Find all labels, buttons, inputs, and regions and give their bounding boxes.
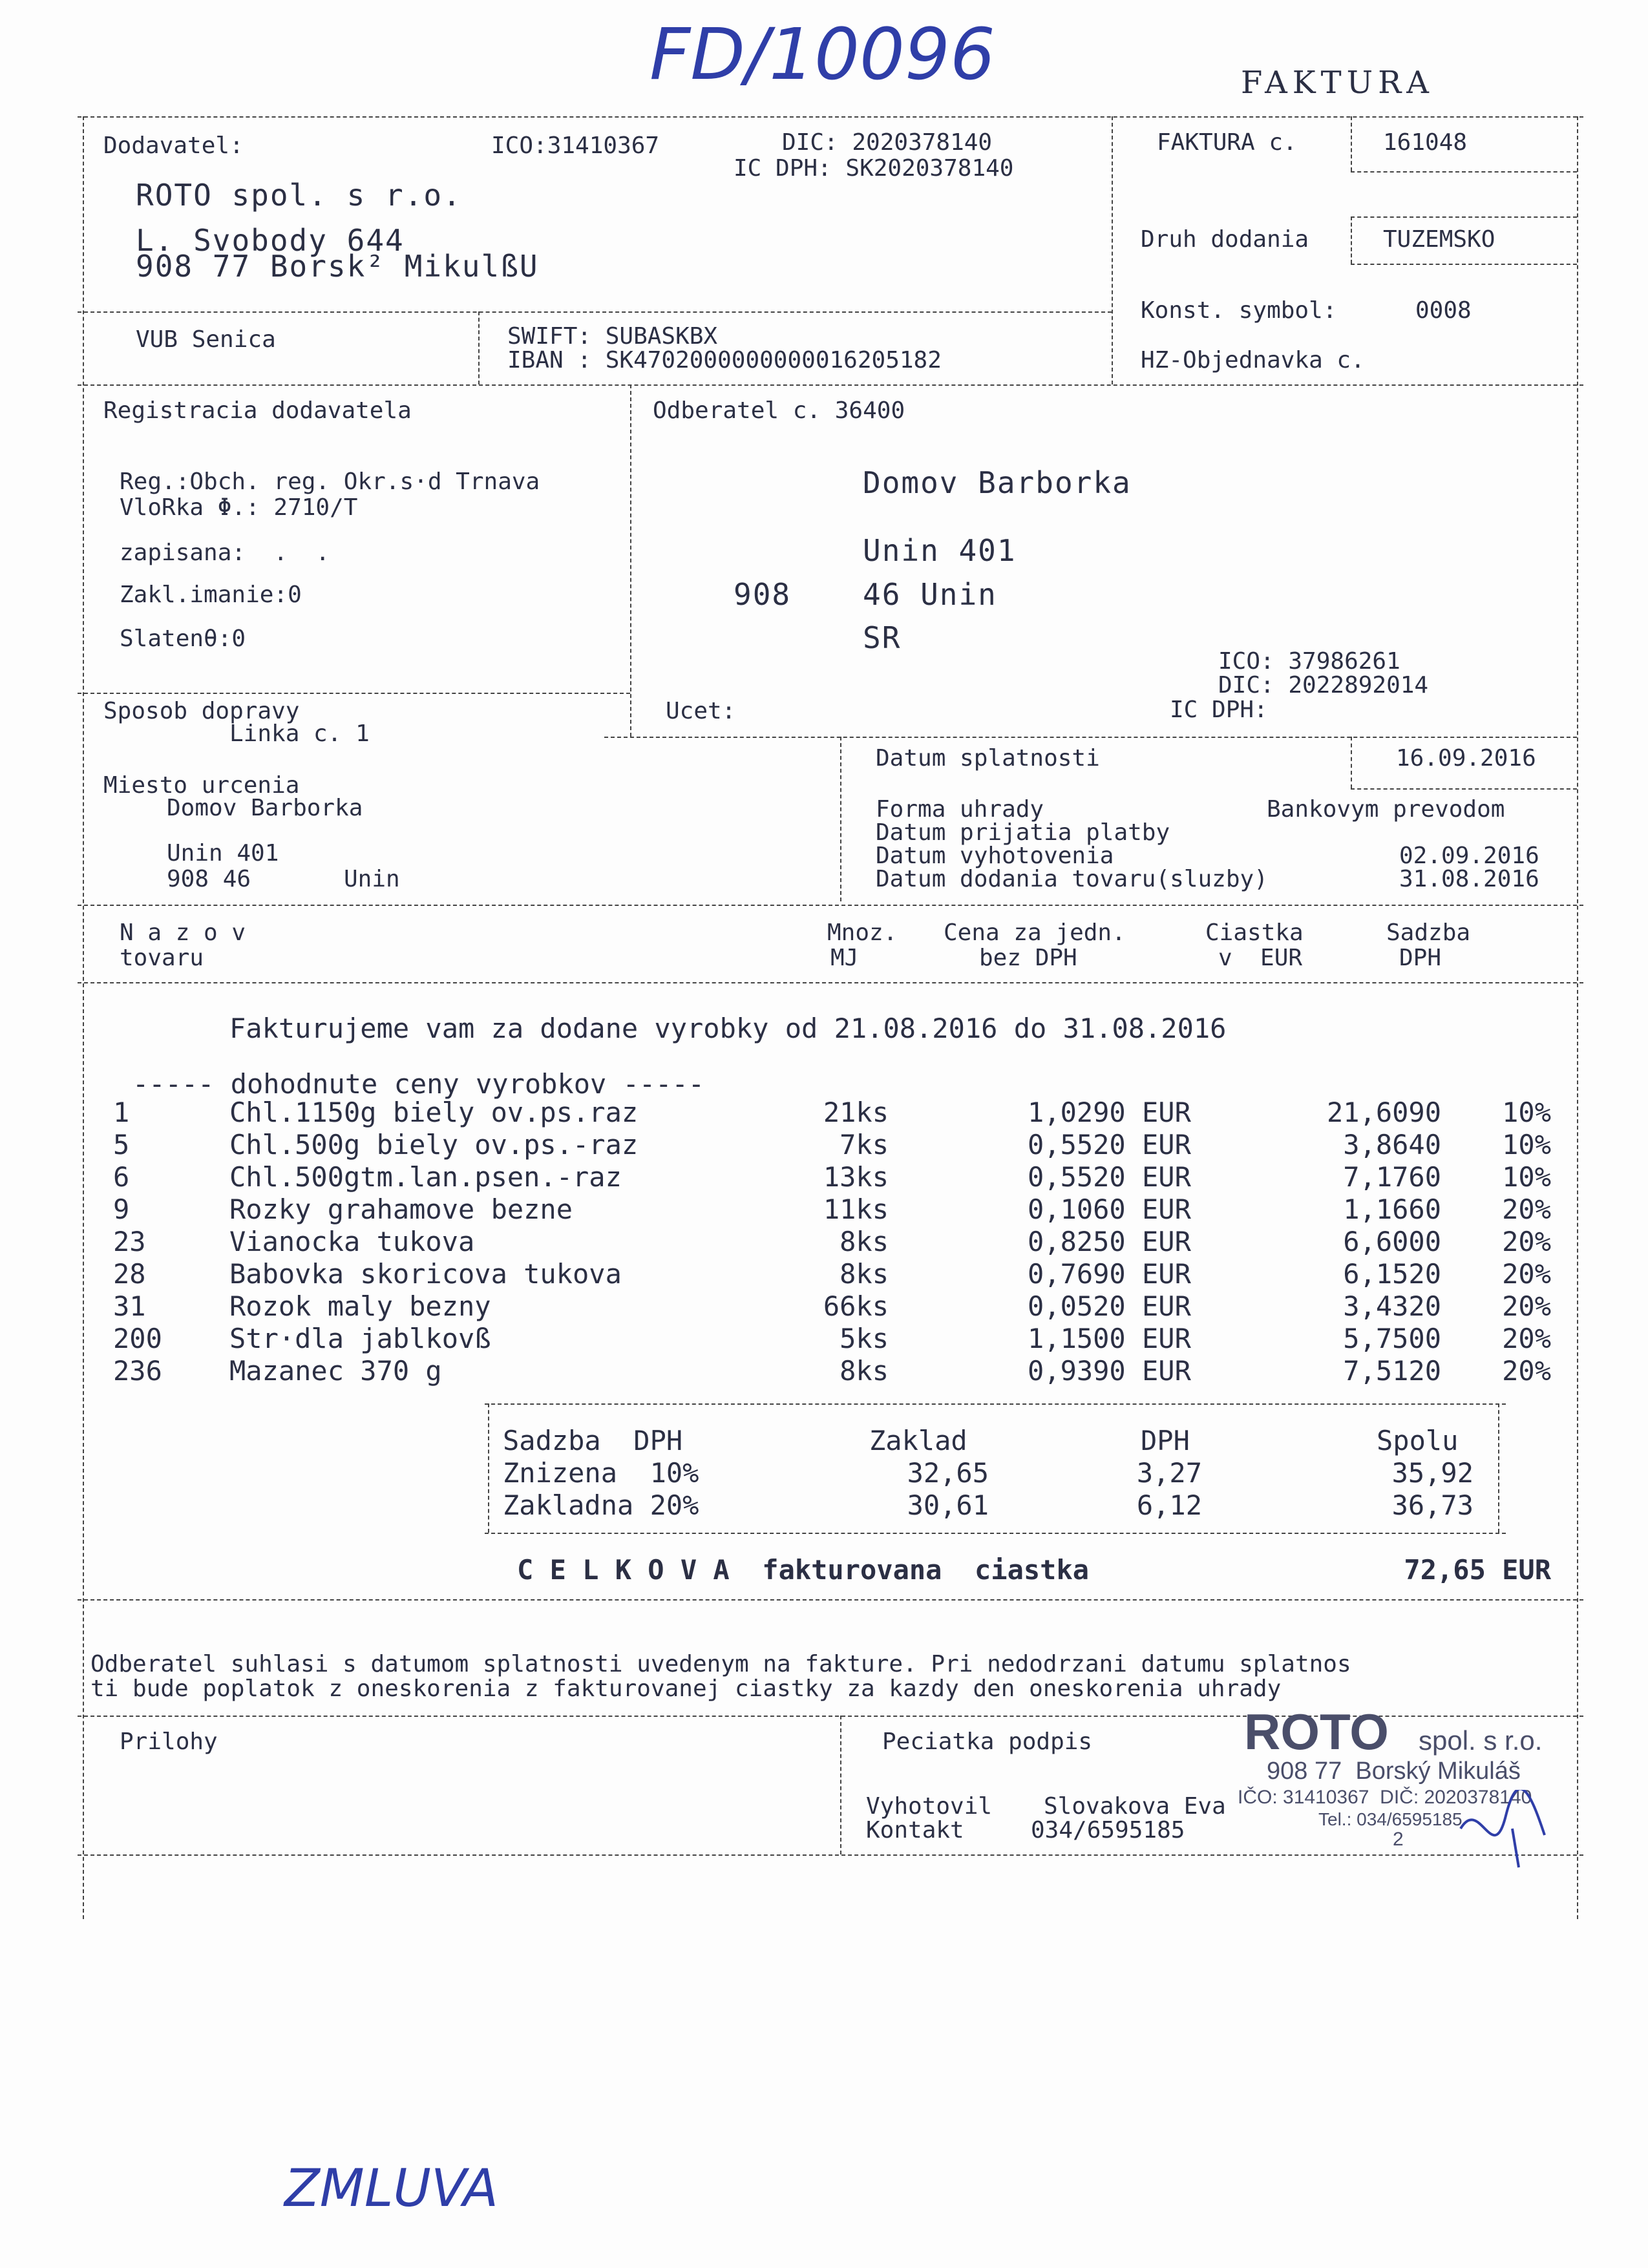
item-qty: 66ks (823, 1290, 889, 1322)
vat-row-total: 36,73 (1391, 1489, 1474, 1521)
destination-street: Unin 401 (167, 840, 279, 866)
bank-iban: IBAN : SK4702000000000016205182 (507, 347, 942, 373)
supplier-ic-dph: IC DPH: SK2020378140 (734, 155, 1014, 182)
item-code: 236 (113, 1355, 162, 1387)
notice-line1: Odberatel suhlasi s datumom splatnosti uvedenym na fakture. Pri nedodrzani datumu splatnos (90, 1651, 1351, 1677)
frame-bottom (78, 1854, 1583, 1856)
destination-name: Domov Barborka (167, 795, 363, 821)
item-code: 28 (113, 1258, 146, 1290)
item-qty: 8ks (840, 1355, 889, 1387)
column-qty-1: Mnoz. (827, 919, 898, 946)
handwritten-note-top: FD/10096 (650, 13, 995, 96)
divider-delivery-top (1351, 216, 1577, 218)
item-code: 31 (113, 1290, 146, 1322)
item-qty: 11ks (823, 1193, 889, 1225)
item-code: 23 (113, 1226, 146, 1257)
customer-street: Unin 401 (863, 533, 1017, 568)
registration-zapisana: zapisana: . . (120, 540, 330, 566)
column-qty-2: MJ (830, 945, 859, 971)
divider-vat-right (1498, 1403, 1499, 1533)
column-amount-1: Ciastka (1205, 919, 1304, 946)
item-price: 0,7690 EUR (1028, 1258, 1191, 1290)
vat-row-base: 30,61 (907, 1489, 989, 1521)
contact-label: Kontakt (866, 1817, 964, 1843)
vat-row-label: Znizena 10% (503, 1457, 699, 1489)
item-name: Babovka skoricova tukova (229, 1258, 622, 1290)
issued-date: 02.09.2016 (1399, 843, 1539, 869)
divider-invoice (1112, 116, 1113, 384)
supplier-name: ROTO spol. s r.o. (136, 178, 462, 213)
due-date: 16.09.2016 (1396, 745, 1536, 772)
divider-columns-top (78, 905, 1583, 906)
total-value: 72,65 EUR (1404, 1554, 1551, 1586)
made-by-label: Vyhotovil (866, 1793, 993, 1820)
frame-top (78, 116, 1583, 118)
invoice-number-label: FAKTURA c. (1157, 129, 1297, 156)
item-qty: 7ks (840, 1129, 889, 1160)
contact: 034/6595185 (1031, 1817, 1185, 1843)
item-amount: 7,1760 (1343, 1161, 1441, 1193)
stamp-signature-label: Peciatka podpis (882, 1728, 1093, 1755)
item-name: Vianocka tukova (229, 1226, 475, 1257)
item-price: 0,5520 EUR (1028, 1161, 1191, 1193)
item-amount: 6,1520 (1343, 1258, 1441, 1290)
divider-number-v (1351, 116, 1352, 171)
item-code: 1 (113, 1097, 130, 1128)
stamp-brand: ROTO (1244, 1703, 1389, 1760)
konst-symbol: 0008 (1415, 297, 1472, 324)
item-rate: 10% (1502, 1161, 1551, 1193)
item-amount: 5,7500 (1343, 1323, 1441, 1354)
customer-account: Ucet: (666, 698, 736, 724)
item-price: 1,1500 EUR (1028, 1323, 1191, 1354)
divider-bank-top (78, 311, 1112, 313)
divider-columns-bottom (78, 982, 1583, 983)
destination-label: Miesto urcenia (103, 772, 300, 799)
notice-line2: ti bude poplatok z oneskorenia z fakturovanej ciastky za kazdy den oneskorenia uhrady (90, 1675, 1282, 1702)
item-code: 6 (113, 1161, 130, 1193)
item-rate: 20% (1502, 1290, 1551, 1322)
item-amount: 21,6090 (1326, 1097, 1441, 1128)
transport-value: Linka c. 1 (229, 720, 370, 747)
destination-zip: 908 46 (167, 866, 251, 892)
divider-due-bottom (1351, 788, 1577, 790)
made-by: Slovakova Eva (1044, 1793, 1226, 1820)
delivery-label: Druh dodania (1141, 226, 1309, 253)
item-rate: 10% (1502, 1097, 1551, 1128)
divider-vat-left (488, 1403, 489, 1533)
customer-label: Odberatel c. 36400 (653, 397, 905, 424)
invoice-number: 161048 (1383, 129, 1468, 156)
item-rate: 20% (1502, 1193, 1551, 1225)
delivered-date: 31.08.2016 (1399, 866, 1539, 892)
column-rate-1: Sadzba (1386, 919, 1471, 946)
divider-vat-bottom (485, 1533, 1506, 1534)
registration-line2: VloRka Φ.: 2710/T (120, 494, 358, 521)
customer-country: SR (863, 620, 902, 655)
item-name: Str·dla jablkovß (229, 1323, 491, 1354)
item-rate: 20% (1502, 1355, 1551, 1387)
stamp-suffix: spol. s r.o. (1419, 1725, 1543, 1756)
item-amount: 1,1660 (1343, 1193, 1441, 1225)
customer-dic: DIC: 2022892014 (1218, 672, 1429, 698)
item-amount: 3,8640 (1343, 1129, 1441, 1160)
registration-line1: Reg.:Obch. reg. Okr.s·d Trnava (120, 468, 540, 495)
column-amount-2: v EUR (1218, 945, 1303, 971)
divider-registration-top (78, 384, 1583, 386)
supplier-city: 908 77 Borsk² MikulßU (136, 249, 539, 284)
transport-label: Sposob dopravy (103, 698, 300, 724)
item-price: 1,0290 EUR (1028, 1097, 1191, 1128)
destination-city: Unin (344, 866, 400, 892)
item-name: Chl.500g biely ov.ps.-raz (229, 1129, 639, 1160)
column-name-2: tovaru (120, 945, 204, 971)
stamp-tel: Tel.: 034/6595185 (1318, 1809, 1463, 1829)
section-title: ----- dohodnute ceny vyrobkov ----- (132, 1068, 705, 1100)
item-code: 200 (113, 1323, 162, 1354)
item-price: 0,8250 EUR (1028, 1226, 1191, 1257)
item-name: Chl.500gtm.lan.psen.-raz (229, 1161, 622, 1193)
customer-zip: 908 (734, 577, 792, 612)
attachments-label: Prilohy (120, 1728, 218, 1755)
divider-dates-v (840, 737, 841, 901)
divider-dates-top (604, 737, 1577, 738)
supplier-ico: ICO:31410367 (491, 132, 660, 159)
konst-symbol-label: Konst. symbol: (1141, 297, 1337, 324)
handwritten-note-bottom: ZMLUVA (284, 2158, 498, 2218)
bank-name: VUB Senica (136, 326, 276, 353)
item-price: 0,1060 EUR (1028, 1193, 1191, 1225)
item-qty: 13ks (823, 1161, 889, 1193)
divider-delivery-v (1351, 216, 1352, 264)
vat-row-label: Zakladna 20% (503, 1489, 699, 1521)
item-amount: 7,5120 (1343, 1355, 1441, 1387)
divider-bank-v (478, 311, 480, 384)
item-name: Mazanec 370 g (229, 1355, 442, 1387)
divider-due-v (1351, 737, 1352, 788)
vat-row-total: 35,92 (1391, 1457, 1474, 1489)
item-qty: 8ks (840, 1258, 889, 1290)
item-name: Rozok maly bezny (229, 1290, 491, 1322)
divider-total-bottom (78, 1599, 1583, 1601)
bank-swift: SWIFT: SUBASKBX (507, 323, 718, 350)
customer-city: 46 Unin (863, 577, 997, 612)
stamp-ids: IČO: 31410367 DIČ: 2020378140 (1238, 1787, 1532, 1808)
divider-registration-v (630, 384, 631, 737)
vat-row-vat: 3,27 (1136, 1457, 1202, 1489)
customer-ico: ICO: 37986261 (1218, 648, 1400, 675)
payment-method-label: Forma uhrady (876, 796, 1044, 823)
item-price: 0,0520 EUR (1028, 1290, 1191, 1322)
delivery-type: TUZEMSKO (1383, 226, 1495, 253)
item-code: 9 (113, 1193, 130, 1225)
registration-slaten: Slatenθ:0 (120, 625, 246, 652)
delivered-date-label: Datum dodania tovaru(sluzby) (876, 866, 1268, 892)
divider-number (1351, 171, 1577, 173)
item-price: 0,5520 EUR (1028, 1129, 1191, 1160)
item-name: Chl.1150g biely ov.ps.raz (229, 1097, 639, 1128)
item-rate: 20% (1502, 1226, 1551, 1257)
divider-transport-top (78, 693, 630, 694)
column-name-1: N a z o v (120, 919, 246, 946)
intro-text: Fakturujeme vam za dodane vyrobky od 21.08.2016 do 31.08.2016 (229, 1013, 1227, 1044)
signature-scribble (1454, 1790, 1558, 1874)
item-rate: 20% (1502, 1323, 1551, 1354)
supplier-street: L. Svobody 644 (136, 223, 405, 258)
total-label: C E L K O V A fakturovana ciastka (517, 1554, 1090, 1586)
item-code: 5 (113, 1129, 130, 1160)
item-name: Rozky grahamove bezne (229, 1193, 573, 1225)
supplier-dic: DIC: 2020378140 (782, 129, 993, 156)
supplier-label: Dodavatel: (103, 132, 244, 159)
vat-header-total: Spolu (1377, 1425, 1459, 1456)
vat-row-base: 32,65 (907, 1457, 989, 1489)
order-label: HZ-Objednavka c. (1141, 347, 1365, 373)
frame-left (83, 116, 84, 1919)
item-amount: 3,4320 (1343, 1290, 1441, 1322)
divider-delivery-bottom (1351, 264, 1577, 265)
stamp-address: 908 77 Borský Mikuláš (1267, 1758, 1521, 1785)
column-price-1: Cena za jedn. (944, 919, 1126, 946)
frame-right (1577, 116, 1578, 1919)
column-rate-2: DPH (1399, 945, 1442, 971)
received-date-label: Datum prijatia platby (876, 819, 1170, 846)
item-rate: 10% (1502, 1129, 1551, 1160)
document-title: FAKTURA (1241, 65, 1434, 101)
item-amount: 6,6000 (1343, 1226, 1441, 1257)
vat-header-vat: DPH (1141, 1425, 1190, 1456)
issued-date-label: Datum vyhotovenia (876, 843, 1114, 869)
vat-row-vat: 6,12 (1136, 1489, 1202, 1521)
stamp-number: 2 (1393, 1829, 1404, 1850)
registration-title: Registracia dodavatela (103, 397, 412, 424)
item-rate: 20% (1502, 1258, 1551, 1290)
customer-ic-dph: IC DPH: (1170, 697, 1268, 723)
payment-method: Bankovym prevodom (1267, 796, 1505, 823)
column-price-2: bez DPH (979, 945, 1077, 971)
item-qty: 8ks (840, 1226, 889, 1257)
item-qty: 21ks (823, 1097, 889, 1128)
divider-vat-top (485, 1403, 1506, 1405)
vat-header-base: Zaklad (869, 1425, 967, 1456)
customer-name: Domov Barborka (863, 465, 1132, 500)
vat-header-rate: Sadzba DPH (503, 1425, 683, 1456)
divider-footer-v (840, 1716, 841, 1854)
item-qty: 5ks (840, 1323, 889, 1354)
due-date-label: Datum splatnosti (876, 745, 1100, 772)
item-price: 0,9390 EUR (1028, 1355, 1191, 1387)
registration-imanie: Zakl.imanie:0 (120, 582, 302, 608)
